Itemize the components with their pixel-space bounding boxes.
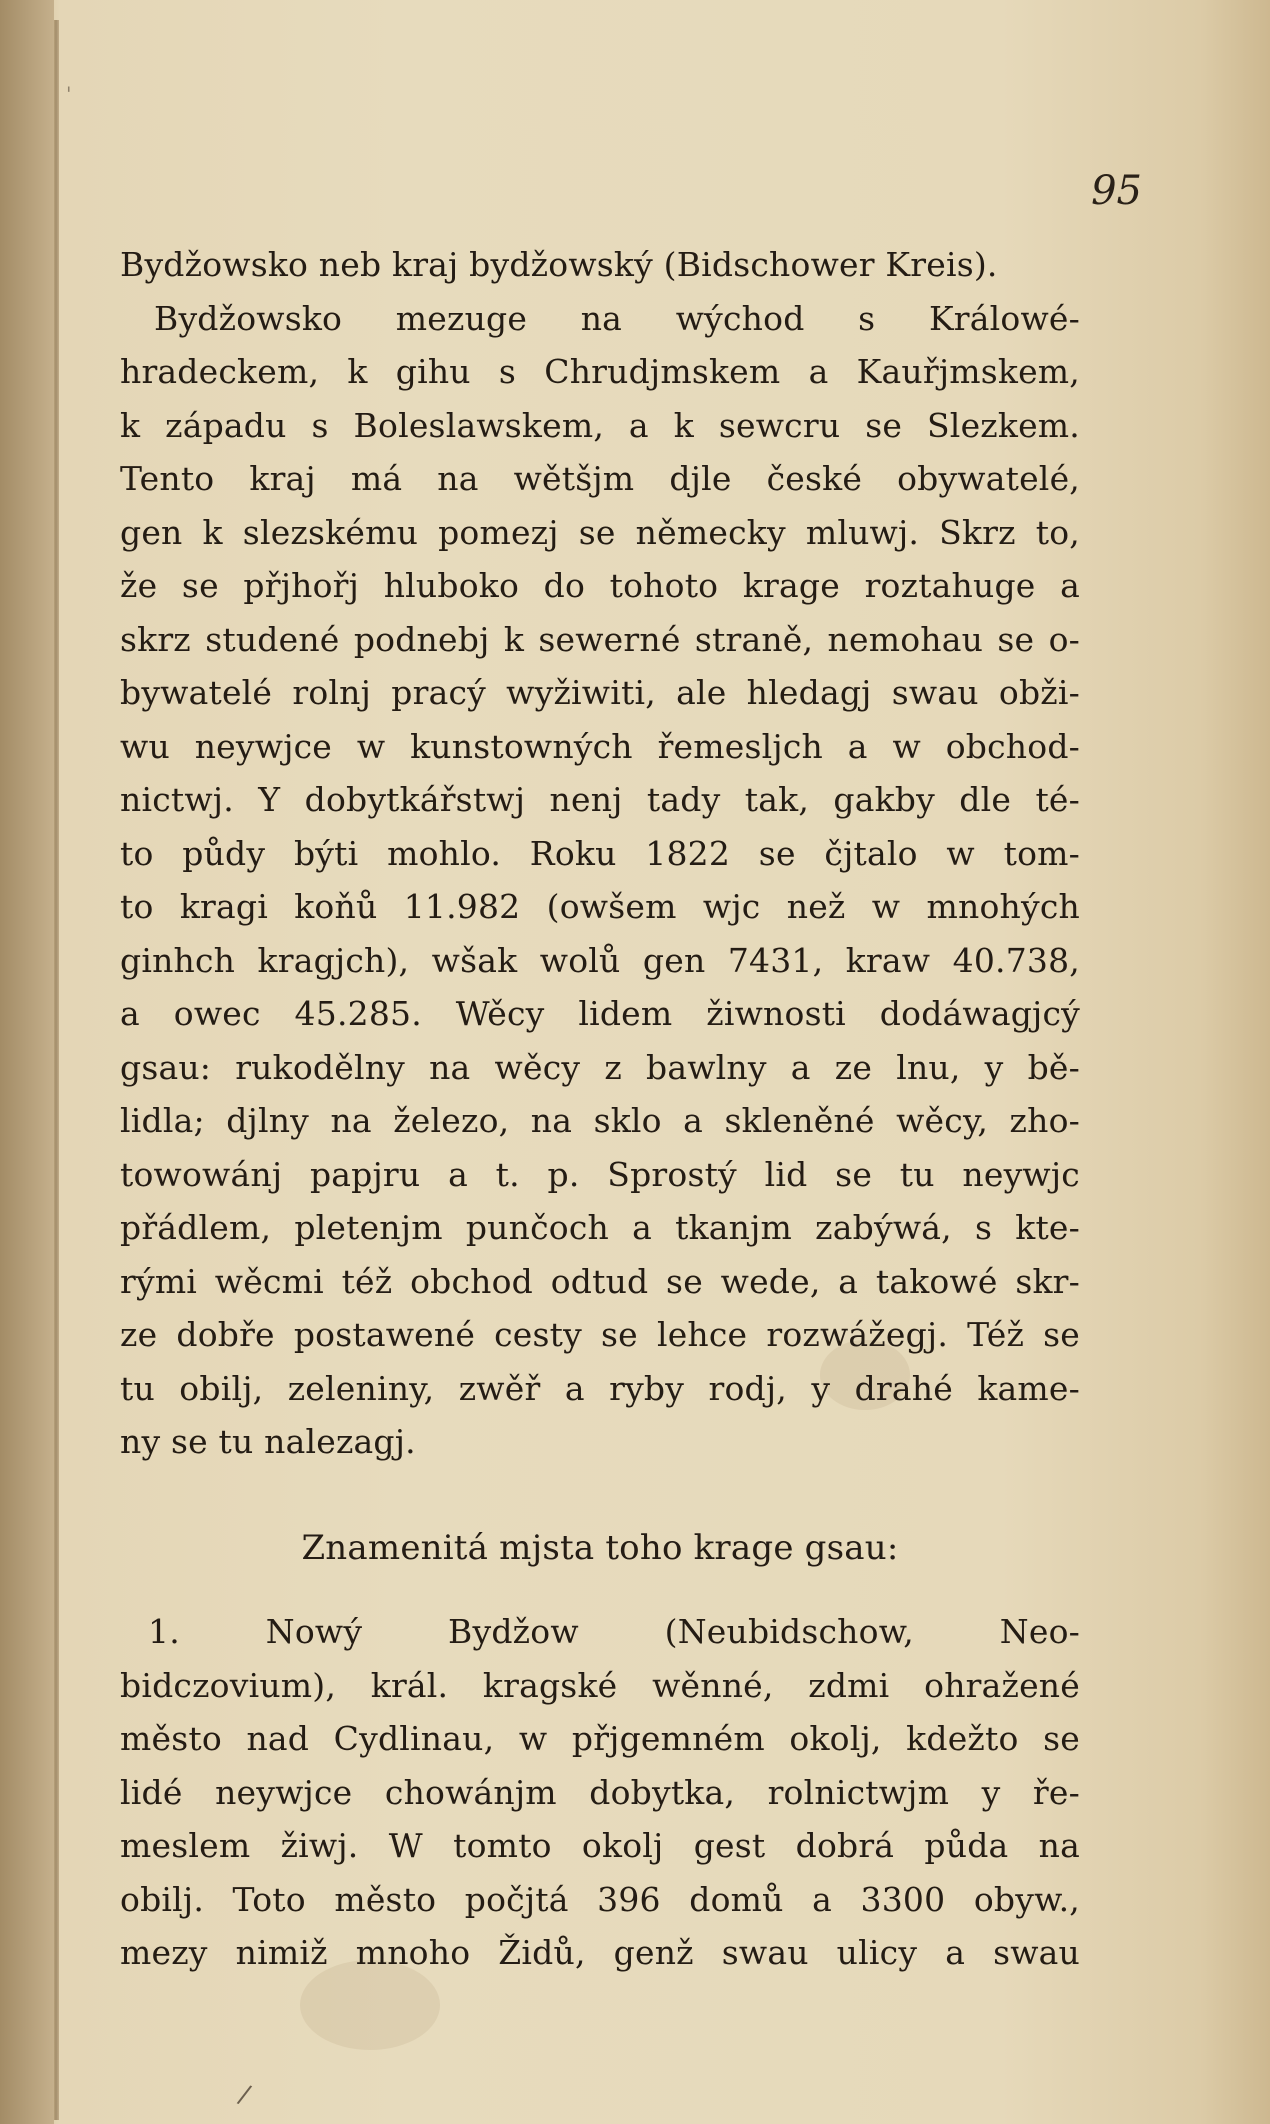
text-line: Tento kraj má na wětšjm djle české obywatelé, [120,459,1080,498]
page-number: 95 [1091,168,1142,214]
pencil-mark: ' [66,82,72,106]
text-line: přádlem, pletenjm punčoch a tkanjm zabýwá, s kte- [120,1208,1080,1247]
paragraph-novy-bydzow [120,1605,1080,1980]
text-line: towowánj papjru a t. p. Sprostý lid se tu neywjc [120,1154,1080,1194]
spacer [120,1469,1080,1522]
text-line: hradeckem, k gihu s Chrudjmskem a Kauřjmskem, [120,352,1080,391]
text-line: že se přjhořj hluboko do tohoto krage roztahuge a [120,566,1080,605]
text-line: to kragi koňů 11.982 (owšem wjc než w mnohých [120,887,1080,926]
text-line: obilj. Toto město počjtá 396 domů a 3300 obyw., [120,1879,1080,1919]
text-line: rými wěcmi též obchod odtud se wede, a takowé skr- [120,1261,1080,1301]
text-line: bywatelé rolnj pracý wyžiwiti, ale hledagj swau obži- [120,673,1080,712]
text-line: ny se tu nalezagj. [120,1422,416,1461]
text-line: bidczovium), král. kragské wěnné, zdmi ohražené [120,1665,1080,1705]
text-line: ginhch kragjch), wšak wolů gen 7431, kraw 40.738, [120,940,1080,980]
text-line: lidla; djlny na železo, na sklo a skleněné wěcy, zho- [120,1101,1080,1140]
text-line: Bydžowsko mezuge na wýchod s Králowé- [154,298,1080,338]
text-line: k západu s Boleslawskem, a k sewcru se Slezkem. [120,405,1080,445]
text-line: Bydžowsko neb kraj bydžowský (Bidschower Kreis). [120,245,998,284]
spacer [120,1575,1080,1605]
text-line: tu obilj, zeleniny, zwěř a ryby rodj, y drahé kame- [120,1368,1080,1408]
text-line: meslem žiwj. W tomto okolj gest dobrá půda na [120,1826,1080,1865]
text-line: gen k slezskému pomezj se německy mluwj. Skrz to, [120,512,1080,552]
text-line: mezy nimiž mnoho Židů, genž swau ulicy a swau [120,1933,1080,1972]
text-line: wu neywjce w kunstowných řemesljch a w obchod- [120,726,1080,766]
text-line: to půdy býti mohlo. Roku 1822 se čjtalo w tom- [120,833,1080,873]
text-line: skrz studené podnebj k sewerné straně, nemohau se o- [120,619,1080,659]
binding-edge [54,20,59,2120]
gutter-shadow [0,0,54,2124]
text-line: nictwj. Y dobytkářstwj nenj tady tak, gakby dle té- [120,780,1080,819]
section-heading: Znamenitá mjsta toho krage gsau: [301,1527,899,1568]
text-line: město nad Cydlinau, w přjgemném okolj, kdežto se [120,1719,1080,1758]
text-line: 1. Nowý Bydžow (Neubidschow, Neo- [148,1612,1080,1651]
text-line: lidé neywjce chowánjm dobytka, rolnictwjm y ře- [120,1772,1080,1812]
text-line: gsau: rukodělny na wěcy z bawlny a ze lnu, y bě- [120,1047,1080,1087]
text-line: ze dobře postawené cesty se lehce rozwážegj. Též se [120,1315,1080,1354]
pencil-mark: / [235,2079,254,2111]
body-text [120,238,1080,1980]
text-line: a owec 45.285. Wěcy lidem žiwnosti dodáwagjcý [120,994,1080,1033]
paragraph-bydzowsko [120,238,1080,1469]
